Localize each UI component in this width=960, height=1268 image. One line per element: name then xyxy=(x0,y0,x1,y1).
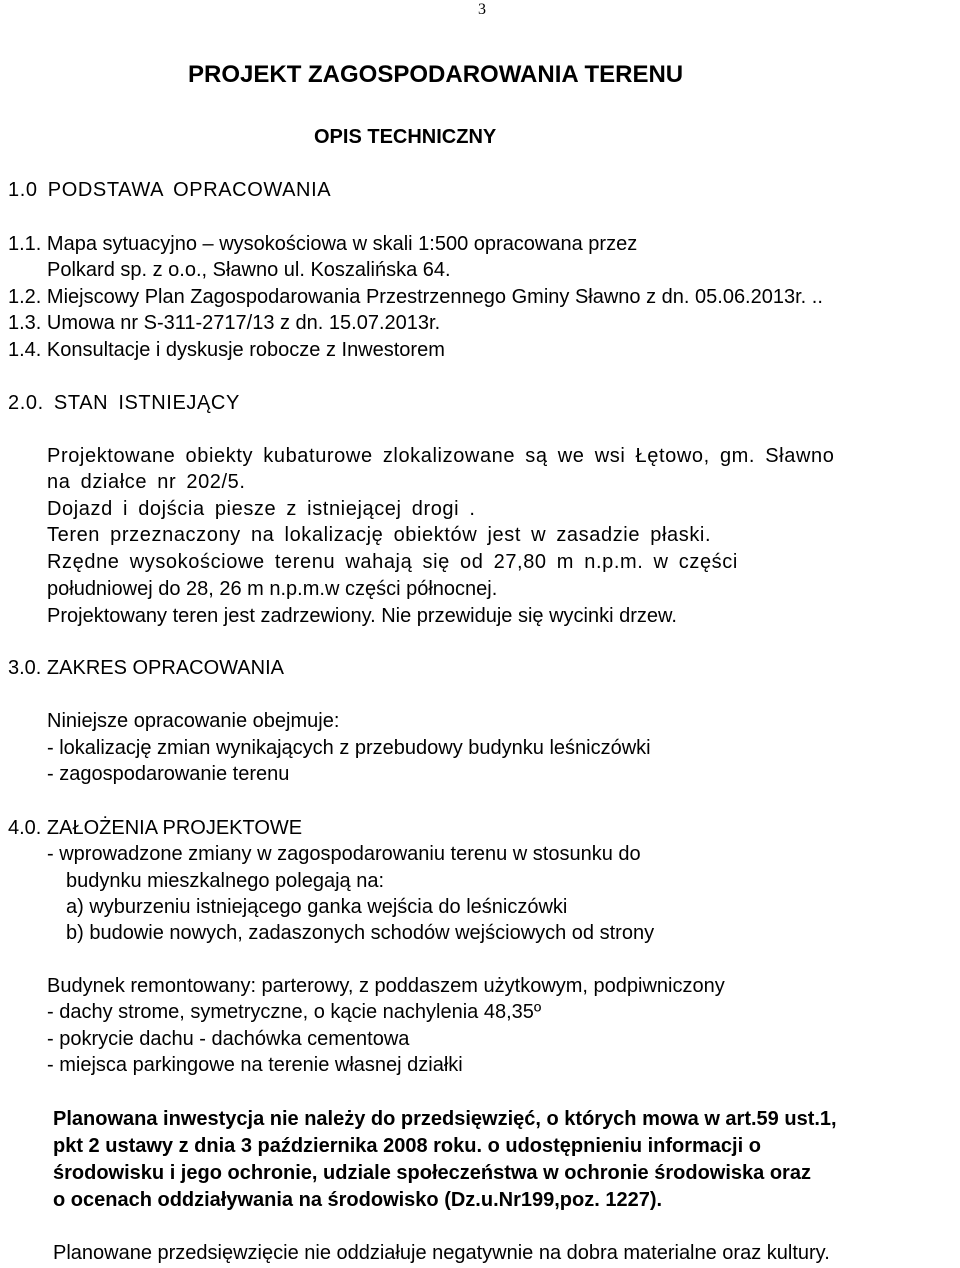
section-2-line-5: Rzędne wysokościowe terenu wahają się od 27,80 m n.p.m. w części xyxy=(47,551,738,573)
section-3-heading: 3.0. ZAKRES OPRACOWANIA xyxy=(8,657,284,679)
section-4-line-7: - pokrycie dachu - dachówka cementowa xyxy=(47,1028,410,1050)
final-statement: Planowane przedsięwzięcie nie oddziałuje negatywnie na dobra materialne oraz kultury. xyxy=(53,1242,830,1264)
section-3-line-1: Niniejsze opracowanie obejmuje: xyxy=(47,710,340,732)
section-4-line-4: b) budowie nowych, zadaszonych schodów wejściowych od strony xyxy=(66,922,655,944)
section-2-heading: 2.0. STAN ISTNIEJĄCY xyxy=(8,392,240,414)
section-2-line-6: południowej do 28, 26 m n.p.m.w części północnej. xyxy=(47,578,498,600)
section-1-line-1: 1.1. Mapa sytuacyjno – wysokościowa w skali 1:500 opracowana przez xyxy=(8,233,638,255)
section-4-line-6: - dachy strome, symetryczne, o kącie nachylenia 48,35º xyxy=(47,1001,542,1023)
section-4-line-5: Budynek remontowany: parterowy, z poddaszem użytkowym, podpiwniczony xyxy=(47,975,725,997)
section-1-line-2: Polkard sp. z o.o., Sławno ul. Koszalińska 64. xyxy=(47,259,451,281)
section-2-line-7: Projektowany teren jest zadrzewiony. Nie przewiduje się wycinki drzew. xyxy=(47,605,677,627)
section-2-line-4: Teren przeznaczony na lokalizację obiektów jest w zasadzie płaski. xyxy=(47,524,712,546)
section-2-line-2: na działce nr 202/5. xyxy=(47,471,246,493)
section-2-line-1: Projektowane obiekty kubaturowe zlokalizowane są we wsi Łętowo, gm. Sławno xyxy=(47,445,835,467)
document-subtitle: OPIS TECHNICZNY xyxy=(314,126,497,148)
legal-note-line-1: Planowana inwestycja nie należy do przedsięwzięć, o których mowa w art.59 ust.1, xyxy=(53,1108,837,1130)
section-2-line-3: Dojazd i dojścia piesze z istniejącej drogi . xyxy=(47,498,476,520)
section-4-line-3: a) wyburzeniu istniejącego ganka wejścia do leśniczówki xyxy=(66,896,568,918)
legal-note-line-4: o ocenach oddziaływania na środowisko (Dz.u.Nr199,poz. 1227). xyxy=(53,1189,663,1211)
section-4-line-8: - miejsca parkingowe na terenie własnej działki xyxy=(47,1054,463,1076)
legal-note-line-3: środowisku i jego ochronie, udziale społeczeństwa w ochronie środowiska oraz xyxy=(53,1162,811,1184)
section-3-line-3: - zagospodarowanie terenu xyxy=(47,763,290,785)
page-number: 3 xyxy=(478,1,486,18)
section-4-heading: 4.0. ZAŁOŻENIA PROJEKTOWE xyxy=(8,817,303,839)
section-1-line-3: 1.2. Miejscowy Plan Zagospodarowania Przestrzennego Gminy Sławno z dn. 05.06.2013r. .. xyxy=(8,286,823,308)
document-title: PROJEKT ZAGOSPODAROWANIA TERENU xyxy=(188,61,684,88)
section-3-line-2: - lokalizację zmian wynikających z przebudowy budynku leśniczówki xyxy=(47,737,651,759)
section-4-line-1: - wprowadzone zmiany w zagospodarowaniu terenu w stosunku do xyxy=(47,843,641,865)
section-1-line-5: 1.4. Konsultacje i dyskusje robocze z Inwestorem xyxy=(8,339,445,361)
legal-note-line-2: pkt 2 ustawy z dnia 3 października 2008 roku. o udostępnieniu informacji o xyxy=(53,1135,761,1157)
section-1-line-4: 1.3. Umowa nr S-311-2717/13 z dn. 15.07.2013r. xyxy=(8,312,441,334)
section-1-heading: 1.0 PODSTAWA OPRACOWANIA xyxy=(8,179,332,201)
section-4-line-2: budynku mieszkalnego polegają na: xyxy=(66,870,384,892)
